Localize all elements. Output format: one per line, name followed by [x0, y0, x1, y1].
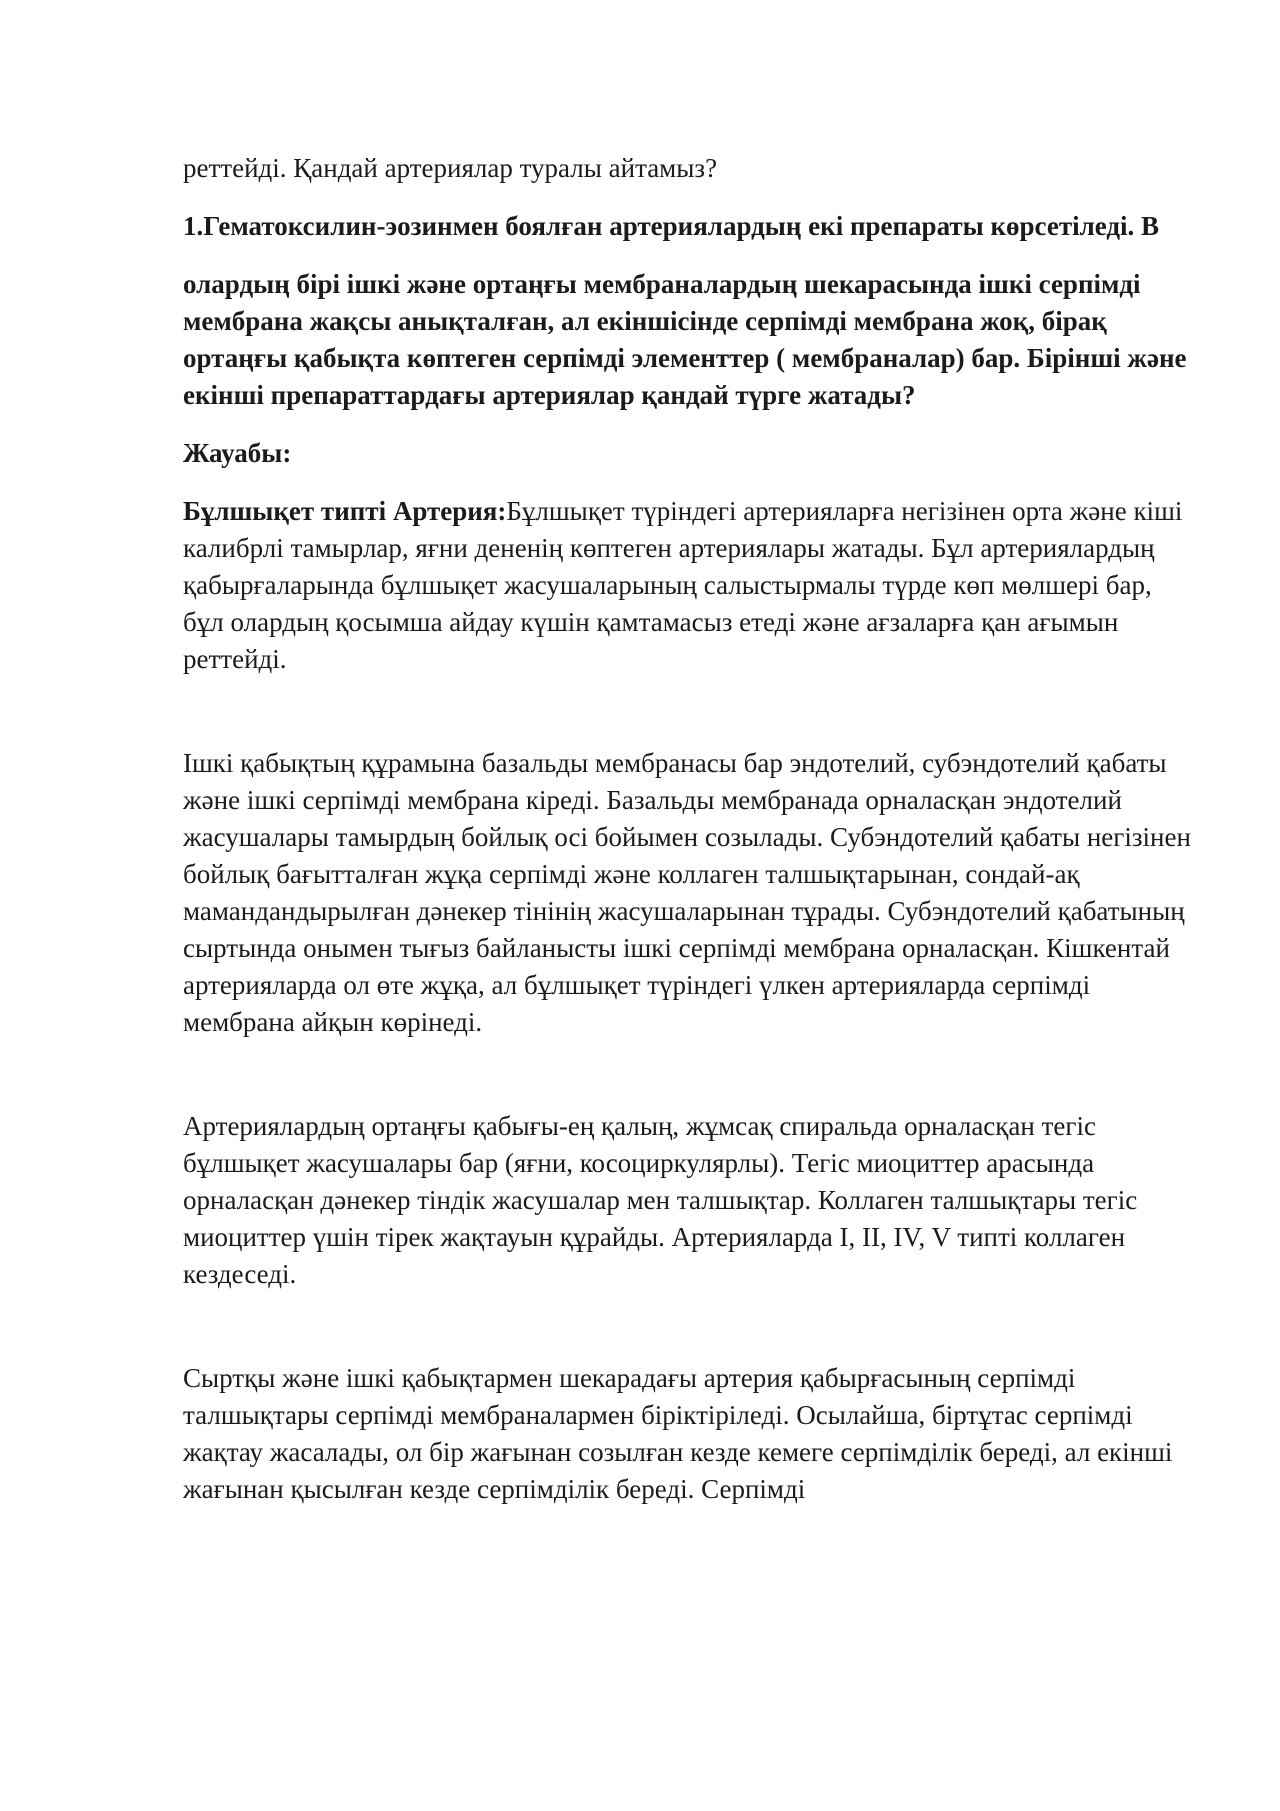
- media-paragraph: Артериялардың ортаңғы қабығы-ең қалың, жұмсақ спиральда орналасқан тегіс бұлшықет жасушалары бар (яғни, косоциркулярлы). Тегіс миоциттер арасында орналасқан дәнекер тіндік жасушалар мен талшықтар. Коллаген талшықтары тегіс миоциттер үшін тірек жақтауын құрайды. Артерияларда I, II, IV, V типті коллаген кездеседі.: [183, 1111, 1138, 1289]
- muscle-artery-text: Бұлшықет түріндегі артерияларға негізінен орта және кіші калибрлі тамырлар, яғни дененің көптеген артериялары жатады. Бұл артериялардың қабырғаларында бұлшықет жасушаларының салыстырмалы түрде көп мөлшері бар, бұл олардың қосымша айдау күшін қамтамасыз етеді және ағзаларға қан ағымын реттейді.: [183, 496, 1183, 674]
- muscle-artery-paragraph: [183, 493, 1193, 678]
- intro-line: реттейді. Қандай артериялар туралы айтамыз?: [183, 153, 718, 183]
- question-part-1: 1.Гематоксилин-эозинмен боялған артериялардың екі препараты көрсетіледі. В: [183, 211, 1160, 241]
- muscle-artery-term: Бұлшықет типті Артерия:: [183, 496, 507, 526]
- intima-paragraph: Ішкі қабықтың құрамына базальды мембранасы бар эндотелий, субэндотелий қабаты және ішкі серпімді мембрана кіреді. Базальды мембранада орналасқан эндотелий жасушалары тамырдың бойлық осі бойымен созылады. Субэндотелий қабаты негізінен бойлық бағытталған жұқа серпімді және коллаген талшықтарынан, сондай-ақ мамандандырылған дәнекер тінінің жасушаларынан тұрады. Субэндотелий қабатының сыртында онымен тығыз байланысты ішкі серпімді мембрана орналасқан. Кішкентай артерияларда ол өте жұқа, ал бұлшықет түріндегі үлкен артерияларда серпімді мембрана айқын көрінеді.: [183, 748, 1191, 1037]
- question-part-2: олардың бірі ішкі және ортаңғы мембраналардың шекарасында ішкі серпімді мембрана жақсы анықталған, ал екіншісінде серпімді мембрана жоқ, бірақ ортаңғы қабықта көптеген серпімді элементтер ( мембраналар) бар. Бірінші және екінші препараттардағы артериялар қандай түрге жатады?: [183, 269, 1187, 410]
- elastic-paragraph: Сыртқы және ішкі қабықтармен шекарадағы артерия қабырғасының серпімді талшықтары серпімді мембраналармен біріктіріледі. Осылайша, біртұтас серпімді жақтау жасалады, ол бір жағынан созылған кезде кемеге серпімділік береді, ал екінші жағынан қысылған кезде серпімділік береді. Серпімді: [183, 1363, 1173, 1504]
- answer-heading: Жауабы:: [183, 438, 292, 468]
- document-body: [183, 150, 1193, 1508]
